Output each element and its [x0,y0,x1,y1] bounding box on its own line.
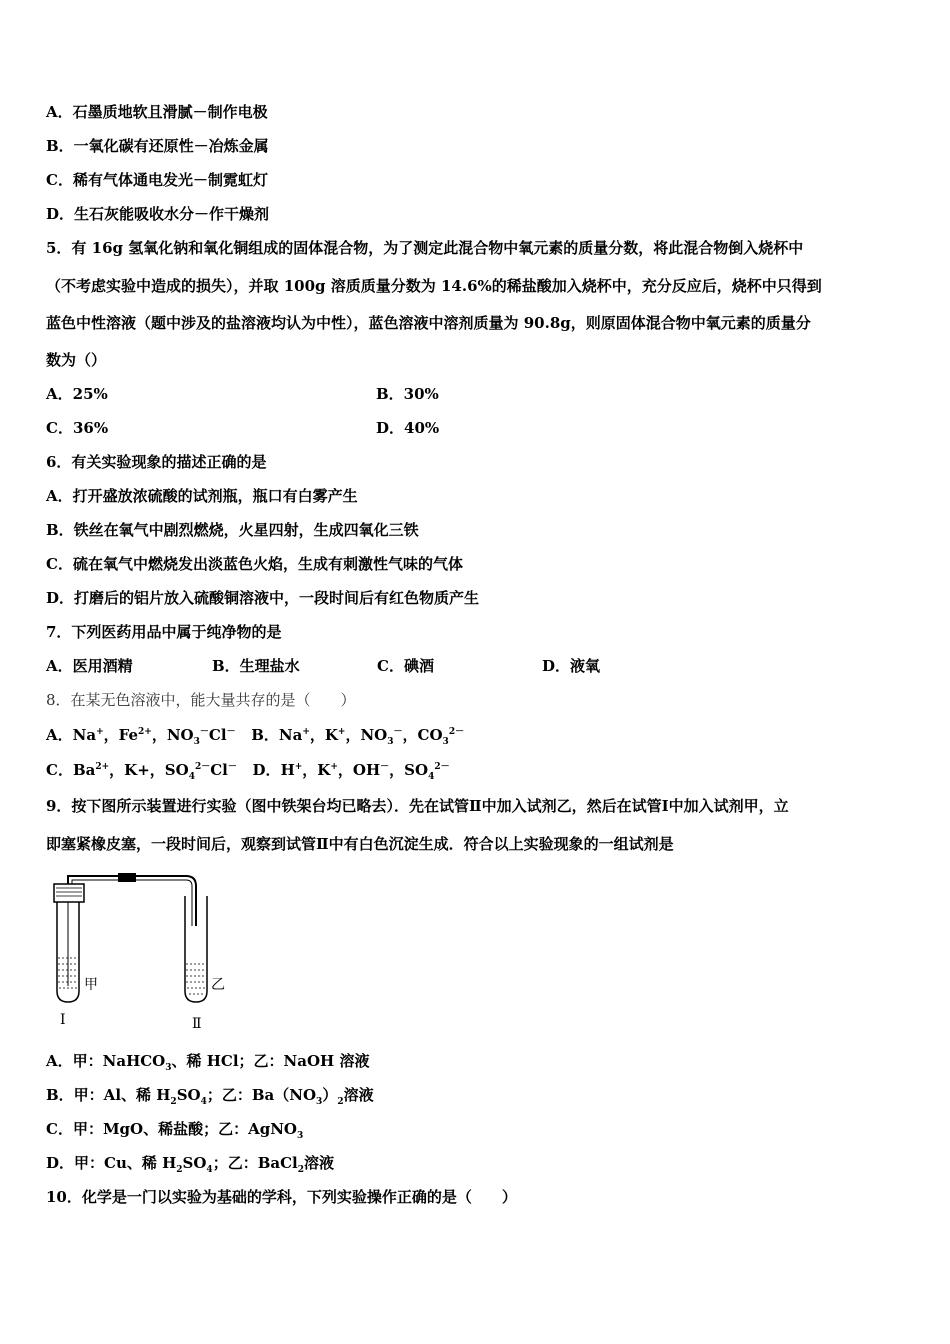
q6-option-c: C．硫在氧气中燃烧发出淡蓝色火焰，生成有刺激性气味的气体 [46,555,463,573]
q8-options-ab: A．Na+，$Fe^{2+}$，$NO_3^-Cl^-$ B．Na+，K+，$NO_3^-$，$CO_3^{2-}$ [46,726,465,747]
label-yi: 乙 [211,977,225,993]
q7-stem: 7．下列医药用品中属于纯净物的是 [46,623,282,641]
q4-option-c: C．稀有气体通电发光－制霓虹灯 [46,171,268,189]
q7-option-a: A．医用酒精 [46,657,133,675]
rubber-stopper [54,884,84,902]
q5-stem-line4: 数为（） [46,351,107,369]
q9-option-a: A．甲：NaHCO$_3$、稀 HCl；乙：NaOH 溶液 [46,1052,370,1073]
connecting-tube-inner [72,880,192,926]
q6-option-d: D．打磨后的铝片放入硫酸铜溶液中，一段时间后有红色物质产生 [46,589,480,607]
q8-options-cd: C．$Ba^{2+}$，K+，$SO_4^{2-}Cl^-$ D．H+，K+，OH－，$SO_4^{2-}$ [46,761,450,782]
q7-option-c: C．碘酒 [377,657,434,675]
q10-stem: 10．化学是一门以实验为基础的学科，下列实验操作正确的是（ ） [46,1188,517,1206]
q8-stem: 8．在某无色溶液中，能大量共存的是（ ） [46,691,356,709]
label-tube-1: Ⅰ [60,1012,66,1028]
q5-option-d: D．40% [376,419,440,437]
q5-stem-line1: 5．有 16g 氢氧化钠和氧化铜组成的固体混合物，为了测定此混合物中氧元素的质量分数，将此混合物倒入烧杯中 [46,239,804,257]
q7-option-d: D．液氧 [542,657,601,675]
q5-stem-line2: （不考虑实验中造成的损失），并取 100g 溶质质量分数为 14.6%的稀盐酸加入烧杯中，充分反应后，烧杯中只得到 [46,277,822,295]
q5-option-a: A．25% [46,385,108,403]
q8-option-d-label: D． [252,761,281,779]
q6-stem: 6．有关实验现象的描述正确的是 [46,453,267,471]
q4-option-b: B．一氧化碳有还原性－冶炼金属 [46,137,269,155]
q9-stem-line2: 即塞紧橡皮塞，一段时间后，观察到试管Ⅱ中有白色沉淀生成．符合以上实验现象的一组试剂是 [46,835,674,853]
q9-option-d: D．甲：Cu、稀 $H_2SO_4$；乙：BaCl$_2$溶液 [46,1154,335,1175]
q5-option-c: C．36% [46,419,109,437]
rubber-joint [118,873,136,882]
q9-stem-line1: 9．按下图所示装置进行实验（图中铁架台均已略去）．先在试管Ⅱ中加入试剂乙，然后在试管Ⅰ中加入试剂甲，立 [46,797,789,815]
reagent-yi-liquid [186,964,206,994]
q4-option-d: D．生石灰能吸收水分－作干燥剂 [46,205,270,223]
q6-option-b: B．铁丝在氧气中剧烈燃烧，火星四射，生成四氧化三铁 [46,521,419,539]
connecting-tube [68,876,196,926]
label-jia: 甲 [84,977,98,993]
q4-option-a: A．石墨质地软且滑腻－制作电极 [46,103,268,121]
q5-option-b: B．30% [376,385,439,403]
q9-option-b: B．甲：Al、稀 $H_2SO_4$；乙：$Ba(NO_3)_2$溶液 [46,1086,374,1107]
apparatus-figure [46,866,246,1036]
q5-stem-line3: 蓝色中性溶液（题中涉及的盐溶液均认为中性），蓝色溶液中溶剂质量为 90.8g，则原固体混合物中氧元素的质量分 [46,314,811,332]
label-tube-2: Ⅱ [192,1016,202,1032]
q7-option-b: B．生理盐水 [212,657,300,675]
q8-option-c-label: C． [46,761,73,779]
q8-option-b-label: B． [251,726,279,744]
q6-option-a: A．打开盛放浓硫酸的试剂瓶，瓶口有白雾产生 [46,487,358,505]
q9-option-c: C．甲：MgO、稀盐酸；乙：AgNO$_3$ [46,1120,304,1141]
q8-option-a-label: A． [46,726,73,744]
